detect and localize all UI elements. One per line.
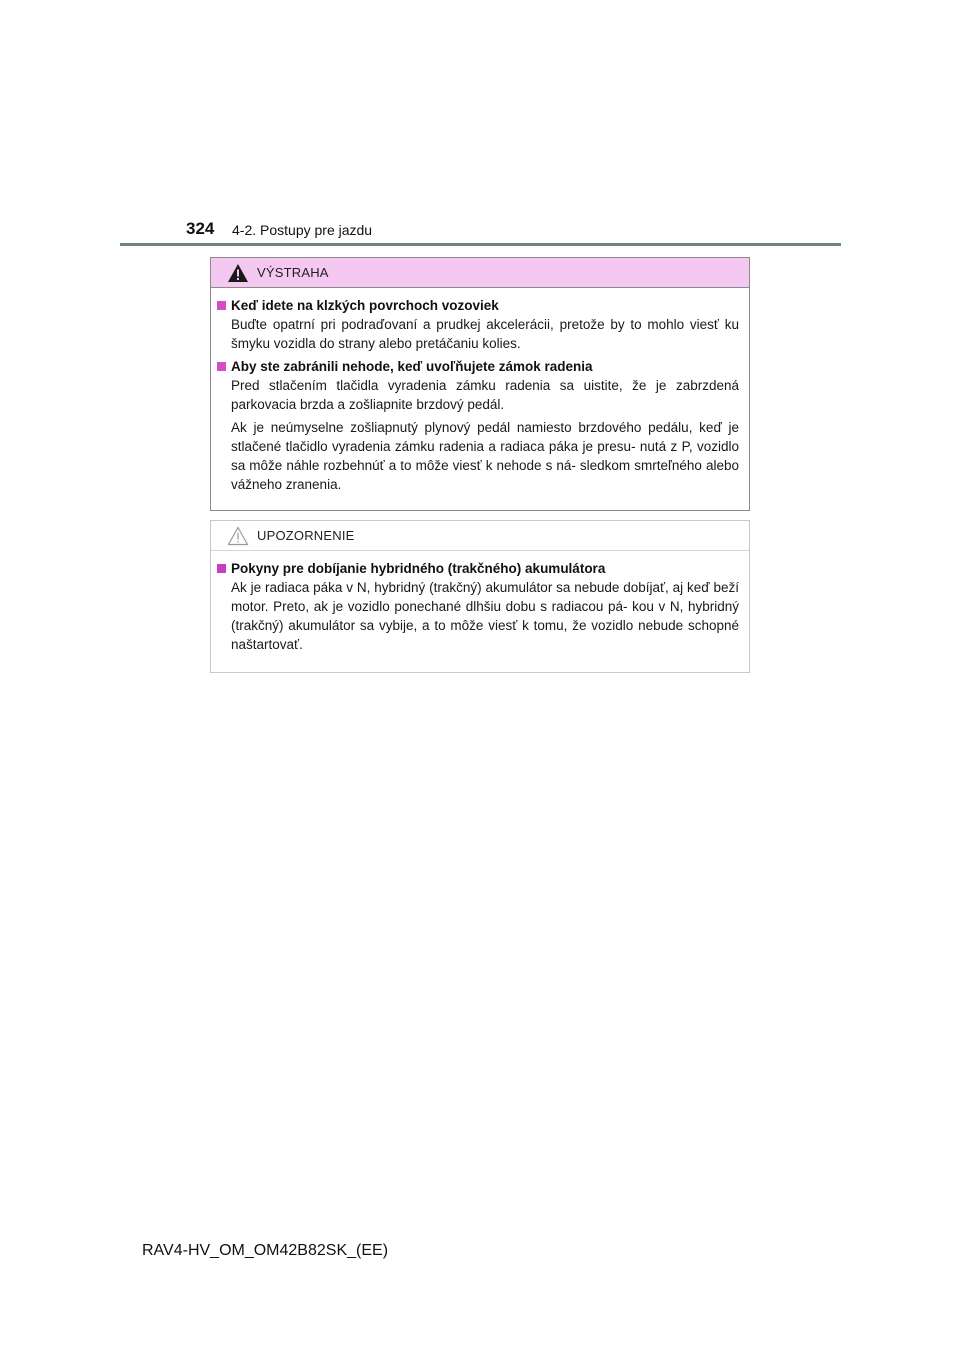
square-bullet-icon xyxy=(217,362,226,371)
warning-item-slippery-roads xyxy=(217,296,739,353)
square-bullet-icon xyxy=(217,301,226,310)
warning-title: VÝSTRAHA xyxy=(257,265,329,280)
warning-box xyxy=(210,257,750,511)
item-paragraph: Pred stlačením tlačidla vyradenia zámku radenia sa uistite, že je zabrzdená parkovacia brzda a zošliapnite brzdový pedál. xyxy=(231,378,739,412)
item-paragraph: Buďte opatrní pri podraďovaní a prudkej akcelerácii, pretože by to mohlo viesť ku šmyku vozidla do strany alebo pretáčaniu kolies. xyxy=(231,317,739,351)
notice-item-hybrid-battery xyxy=(217,559,739,654)
warning-box-body xyxy=(211,288,749,494)
item-heading xyxy=(217,559,739,578)
document-code: RAV4-HV_OM_OM42B82SK_(EE) xyxy=(142,1242,389,1259)
notice-box xyxy=(210,520,750,673)
item-paragraph: Ak je radiaca páka v N, hybridný (trakčný) akumulátor sa nebude dobíjať, aj keď beží motor. Preto, ak je vozidlo ponechané dlhšiu dobu s radiacou pá- kou v N, hybridný (trakčný) akumulátor sa vybije, a to môže viesť k tomu, že vozidlo nebude schopné naštartovať. xyxy=(231,580,739,652)
warning-item-shift-lock xyxy=(217,357,739,494)
notice-box-body xyxy=(211,551,749,654)
section-title: 4-2. Postupy pre jazdu xyxy=(232,222,373,238)
square-bullet-icon xyxy=(217,564,226,573)
caution-triangle-outline-icon xyxy=(227,526,249,546)
page-number: 324 xyxy=(186,219,215,238)
notice-box-header xyxy=(211,521,749,551)
warning-box-header xyxy=(211,258,749,288)
page-header xyxy=(0,0,960,250)
item-heading-text: Keď idete na klzkých povrchoch vozoviek xyxy=(231,298,499,313)
item-heading xyxy=(217,296,739,315)
item-heading-text: Aby ste zabránili nehode, keď uvoľňujete zámok radenia xyxy=(231,359,593,374)
header-rule xyxy=(120,243,841,246)
item-heading xyxy=(217,357,739,376)
notice-title: UPOZORNENIE xyxy=(257,528,355,543)
item-paragraph: Ak je neúmyselne zošliapnutý plynový pedál namiesto brzdového pedálu, keď je stlačené tlačidlo vyradenia zámku radenia a radiaca páka je presu- nutá z P, vozidlo sa môže náhle rozbehnúť a to môže viesť k nehode s ná- sledkom smrteľného alebo vážneho zranenia. xyxy=(231,420,739,492)
warning-triangle-filled-icon xyxy=(227,263,249,283)
item-heading-text: Pokyny pre dobíjanie hybridného (trakčného) akumulátora xyxy=(231,561,606,576)
